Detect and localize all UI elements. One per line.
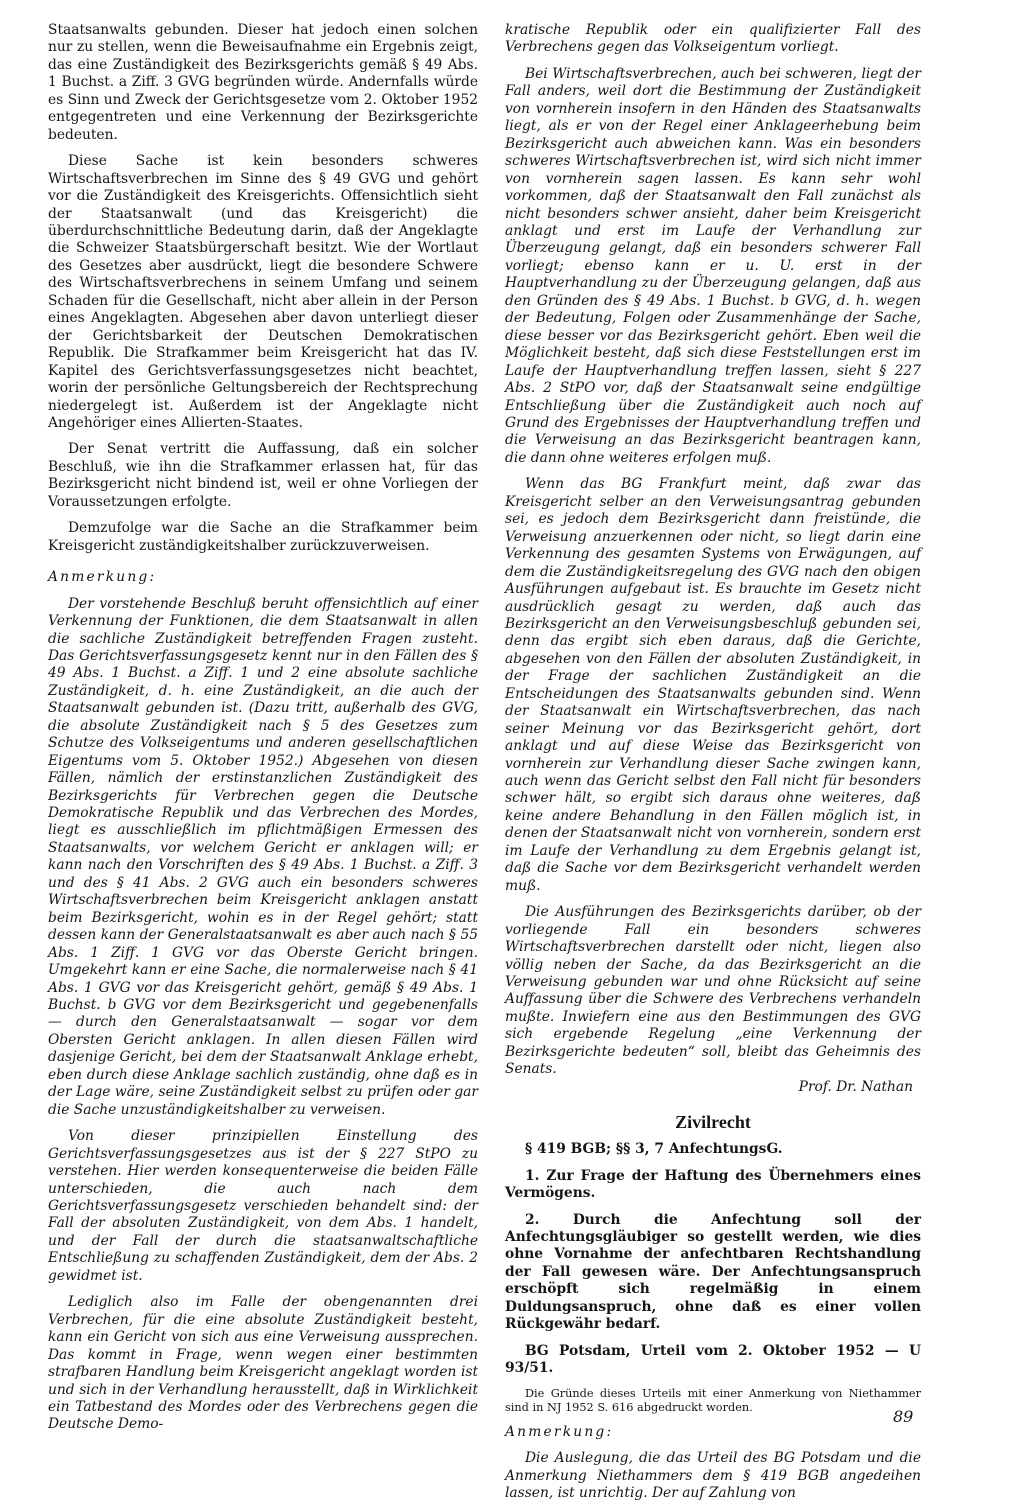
page-number: 89 xyxy=(893,1407,914,1426)
law-reference: § 419 BGB; §§ 3, 7 AnfechtungsG. xyxy=(525,1141,783,1158)
headnote: 2. Durch die Anfechtung soll der Anfechtungsgläubiger so gestellt werden, wie dies ohne Vornahme der anfechtbaren Rechtshandlung der Fall gewesen wäre. Der Anfechtungsanspruch erschöpft sich regelmäßig in einem Duldungsanspruch, ohne daß es einer vollen Rückgewähr bedarf. xyxy=(505,1211,921,1333)
paragraph: Staatsanwalts gebunden. Dieser hat jedoch einen solchen nur zu stellen, wenn die Beweisaufnahme ein Ergebnis zeigt, das eine Zuständigkeit des Bezirksgerichts gemäß § 49 Abs. 1 Buchst. a Ziff. 3 GVG begründen würde. Andernfalls würde es Sinn und Zweck der Gerichtsgesetze vom 2. Oktober 1952 entgegentreten und eine Verkennung der Bezirksgerichte bedeuten. xyxy=(48,22,478,143)
paragraph: Demzufolge war die Sache an die Strafkammer beim Kreisgericht zuständigkeitshalber zurückzuverweisen. xyxy=(48,520,478,554)
right-column xyxy=(505,22,921,1502)
citation-note: Die Gründe dieses Urteils mit einer Anmerkung von Niethammer sind in NJ 1952 S. 616 abgedruckt worden. xyxy=(505,1386,921,1414)
paragraph: Diese Sache ist kein besonders schweres Wirtschaftsverbrechen im Sinne des § 49 GVG und gehört vor die Zuständigkeit des Kreisgerichts. Offensichtlich sieht der Staatsanwalt (und das Kreisgericht) die überdurchschnittliche Bedeutung darin, daß der Angeklagte die Schweizer Staatsbürgerschaft besitzt. Wie der Wortlaut des Gesetzes aber ausdrückt, liegt die besondere Schwere des Wirtschaftsverbrechens in seinem Umfang und seinem Schaden für die Gesellschaft, nicht aber allein in der Person eines Angeklagten. Abgesehen aber davon unterliegt dieser der Gerichtsbarkeit der Deutschen Demokratischen Republik. Die Strafkammer beim Kreisgericht hat das IV. Kapitel des Gerichtsverfassungsgesetzes nicht beachtet, worin der persönliche Geltungsbereich der Rechtsprechung niedergelegt ist. Außerdem ist der Angeklagte nicht Angehöriger eines Allierten-Staates. xyxy=(48,153,478,431)
section-heading: Zivilrecht xyxy=(675,1112,751,1133)
annotation-paragraph: Wenn das BG Frankfurt meint, daß zwar das Kreisgericht selber an den Verweisungsantrag gebunden sei, es jedoch dem Bezirksgericht dann freistünde, die Verweisung anzuerkennen oder nicht, so liegt darin eine Verkennung des gesamten Systems von Erwägungen, auf dem die Zuständigkeitsregelung des GVG nach den obigen Ausführungen aufgebaut ist. Es brauchte im Gesetz nicht ausdrücklich gesagt zu werden, daß auch das Bezirksgericht an den Verweisungsbeschluß gebunden sei, denn das ergibt sich eben daraus, daß die Gerichte, abgesehen von den Fällen der absoluten Zuständigkeit, in der Frage der sachlichen Zuständigkeit an die Entscheidungen des Staatsanwalts gebunden sind. Wenn der Staatsanwalt ein Wirtschaftsverbrechen, das nach seiner Meinung vor das Bezirksgericht gehört, dort anklagt und auf diese Weise das Bezirksgericht von vornherein zur Verhandlung dieser Sache zwingen kann, auch wenn das Gericht selbst den Fall nicht für besonders schwer hält, so ergibt sich daraus ohne weiteres, daß keine andere Behandlung in den Fällen möglich ist, in denen der Staatsanwalt nicht von vornherein, sondern erst im Laufe der Verhandlung zu dem Ergebnis gelangt ist, daß die Sache vor dem Bezirksgericht verhandelt werden muß. xyxy=(505,476,921,894)
paragraph: Der Senat vertritt die Auffassung, daß ein solcher Beschluß, wie ihn die Strafkammer erlassen hat, für das Bezirksgericht nicht bindend ist, weil er ohne Vorliegen der Voraussetzungen erfolgte. xyxy=(48,441,478,510)
author-signature: Prof. Dr. Nathan xyxy=(798,1078,913,1095)
headnote: 1. Zur Frage der Haftung des Übernehmers eines Vermögens. xyxy=(505,1167,921,1202)
anmerkung-label: Anmerkung: xyxy=(48,569,157,586)
annotation-paragraph: Bei Wirtschaftsverbrechen, auch bei schweren, liegt der Fall anders, weil dort die Bestimmung der Zuständigkeit von vornherein insofern in den Händen des Staatsanwalts liegt, als er von der Regel einer Anklageerhebung beim Bezirksgericht auch abweichen kann. Was ein besonders schweres Wirtschaftsverbrechen ist, wird sich nicht immer von vornherein sagen lassen. Es kann sehr wohl vorkommen, daß der Staatsanwalt den Fall zunächst als nicht besonders schwer ansieht, daher beim Kreisgericht anklagt und erst im Laufe der Verhandlung zur Überzeugung gelangt, daß ein besonders schwerer Fall vorliegt; ebenso kann er u. U. erst in der Hauptverhandlung zu der Überzeugung gelangen, daß aus den Gründen des § 49 Abs. 1 Buchst. b GVG, d. h. wegen der Bedeutung, Folgen oder Zusammenhänge der Sache, diese besser vor das Bezirksgericht gehört. Eben weil die Möglichkeit besteht, daß sich diese Feststellungen erst im Laufe der Hauptverhandlung treffen lassen, sieht § 227 Abs. 2 StPO vor, daß der Staatsanwalt seine endgültige Entschließung über die Zuständigkeit auch noch auf Grund des Ergebnisses der Hauptverhandlung treffen und die Verweisung an das Bezirksgericht beantragen kann, die dann ohne weiteres erfolgen muß. xyxy=(505,65,921,466)
annotation-paragraph: Der vorstehende Beschluß beruht offensichtlich auf einer Verkennung der Funktionen, die dem Staatsanwalt in allen die sachliche Zuständigkeit betreffenden Fragen zusteht. Das Gerichtsverfassungsgesetz kennt nur in den Fällen des § 49 Abs. 1 Buchst. a Ziff. 1 und 2 eine absolute sachliche Zuständigkeit, d. h. eine Zuständigkeit, an die auch der Staatsanwalt gebunden ist. (Dazu tritt, außerhalb des GVG, die absolute Zuständigkeit nach § 5 des Gesetzes zum Schutze des Volkseigentums und anderen gesellschaftlichen Eigentums vom 5. Oktober 1952.) Abgesehen von diesen Fällen, nämlich der erstinstanzlichen Zuständigkeit des Bezirksgerichts für Verbrechen gegen die Deutsche Demokratische Republik und das Verbrechen des Mordes, liegt es ausschließlich im pflichtmäßigen Ermessen des Staatsanwalts, vor welchem Gericht er anklagen will; er kann nach den Vorschriften des § 49 Abs. 1 Buchst. a Ziff. 3 und des § 41 Abs. 2 GVG auch ein besonders schweres Wirtschaftsverbrechen beim Kreisgericht anklagen anstatt beim Bezirksgericht, wohin es in der Regel gehört; statt dessen kann der Generalstaatsanwalt es aber auch nach § 55 Abs. 1 Ziff. 1 GVG vor das Oberste Gericht bringen. Umgekehrt kann er eine Sache, die normalerweise nach § 41 Abs. 1 GVG vor das Kreisgericht gehört, gemäß § 49 Abs. 1 Buchst. b GVG vor dem Bezirksgericht und gegebenenfalls — durch den Generalstaatsanwalt — sogar vor dem Obersten Gericht anklagen. In allen diesen Fällen wird dasjenige Gericht, bei dem der Staatsanwalt Anklage erhebt, eben durch diese Anklage sachlich zuständig, ohne daß es in der Lage wäre, seine Zuständigkeit selbst zu prüfen oder gar die Sache unzuständigkeitshalber zu verweisen. xyxy=(48,595,478,1118)
left-column xyxy=(48,22,478,1434)
anmerkung-label: Anmerkung: xyxy=(505,1423,614,1440)
decision-citation: BG Potsdam, Urteil vom 2. Oktober 1952 — U 93/51. xyxy=(505,1342,921,1377)
annotation-paragraph: kratische Republik oder ein qualifizierter Fall des Verbrechens gegen das Volkseigentum vorliegt. xyxy=(505,22,921,56)
annotation-paragraph: Von dieser prinzipiellen Einstellung des Gerichtsverfassungsgesetzes aus ist der § 227 StPO zu verstehen. Hier werden konsequenterweise die beiden Fälle unterschieden, die auch nach dem Gerichtsverfassungsgesetz verschieden behandelt sind: der Fall der absoluten Zuständigkeit, von dem Abs. 1 handelt, und der Fall der durch die staatsanwaltschaftliche Entschließung zu schaffenden Zuständigkeit, dem der Abs. 2 gewidmet ist. xyxy=(48,1128,478,1284)
annotation-paragraph: Die Ausführungen des Bezirksgerichts darüber, ob der vorliegende Fall ein besonders schweres Wirtschaftsverbrechen darstellt oder nicht, liegen also völlig neben der Sache, da das Bezirksgericht an die Verweisung gebunden war und ohne Rücksicht auf seine Auffassung über die Schwere des Verbrechens verhandeln mußte. Inwiefern eine aus den Bestimmungen des GVG sich ergebende Regelung „eine Verkennung der Bezirksgerichte bedeuten“ soll, bleibt das Geheimnis des Senats. xyxy=(505,904,921,1078)
annotation-paragraph: Die Auslegung, die das Urteil des BG Potsdam und die Anmerkung Niethammers dem § 419 BGB angedeihen lassen, ist unrichtig. Der auf Zahlung von xyxy=(505,1450,921,1501)
annotation-paragraph: Lediglich also im Falle der obengenannten drei Verbrechen, für die eine absolute Zuständigkeit besteht, kann ein Gericht von sich aus eine Verweisung aussprechen. Das kommt in Frage, wenn wegen einer bestimmten strafbaren Handlung beim Kreisgericht angeklagt worden ist und sich in der Verhandlung herausstellt, daß in Wirklichkeit ein Tatbestand des Mordes oder des Verbrechens gegen die Deutsche Demo- xyxy=(48,1294,478,1433)
